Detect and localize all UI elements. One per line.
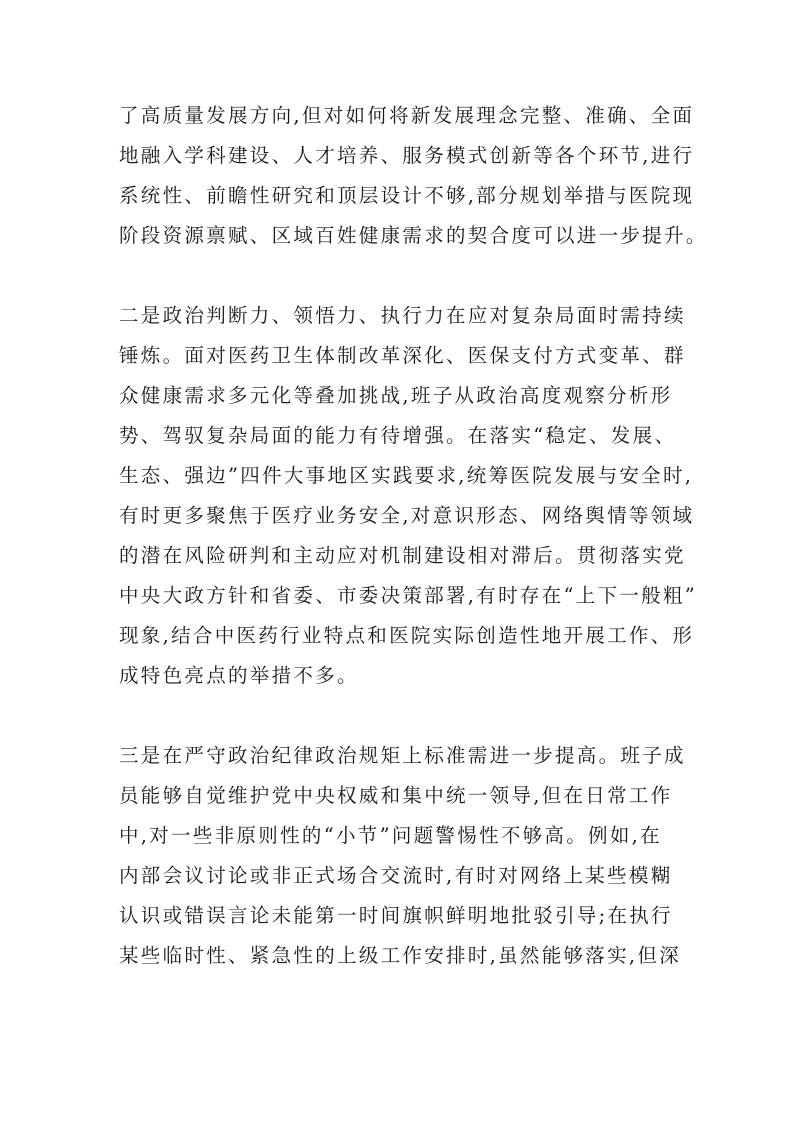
paragraph-3-line-6: 某些临时性、紧急性的上级工作安排时,虽然能够落实,但深 [119,944,681,967]
paragraph-3-line-2: 员能够自觉维护党中央权威和集中统一领导,但在日常工作 [119,784,673,807]
paragraph-2-line-9: 现象,结合中医药行业特点和医院实际创造性地开展工作、形 [119,624,695,647]
paragraph-2-line-2: 锤炼。面对医药卫生体制改革深化、医保支付方式变革、群 [119,344,686,367]
paragraph-3-line-1: 三是在严守政治纪律政治规矩上标准需进一步提高。班子成 [119,744,686,767]
paragraph-2-line-7: 的潜在风险研判和主动应对机制建设相对滞后。贯彻落实党 [119,544,686,567]
paragraph-3-line-4: 内部会议讨论或非正式场合交流时,有时对网络上某些模糊 [119,864,673,887]
paragraph-2-line-5: 生态、强边”四件大事地区实践要求,统筹医院发展与安全时, [119,464,694,487]
paragraph-2-line-10: 成特色亮点的举措不多。 [119,664,359,687]
paragraph-1-line-3: 系统性、前瞻性研究和顶层设计不够,部分规划举措与医院现 [119,184,695,207]
paragraph-2-line-4: 势、驾驭复杂局面的能力有待增强。在落实“稳定、发展、 [119,424,677,447]
paragraph-2-line-6: 有时更多聚焦于医疗业务安全,对意识形态、网络舆情等领域 [119,504,695,527]
paragraph-3-line-3: 中,对一些非原则性的“小节”问题警惕性不够高。例如,在 [119,824,662,847]
paragraph-3-line-5: 认识或错误言论未能第一时间旗帜鲜明地批驳引导;在执行 [119,904,673,927]
paragraph-1-line-2: 地融入学科建设、人才培养、服务模式创新等各个环节,进行 [119,144,695,167]
paragraph-2-line-1: 二是政治判断力、领悟力、执行力在应对复杂局面时需持续 [119,304,686,327]
paragraph-1-line-4: 阶段资源禀赋、区域百姓健康需求的契合度可以进一步提升。 [119,224,708,247]
paragraph-2-line-3: 众健康需求多元化等叠加挑战,班子从政治高度观察分析形 [119,384,673,407]
paragraph-1-line-1: 了高质量发展方向,但对如何将新发展理念完整、准确、全面 [119,104,695,127]
paragraph-2-line-8: 中央大政方针和省委、市委决策部署,有时存在“上下一般粗” [119,584,698,607]
